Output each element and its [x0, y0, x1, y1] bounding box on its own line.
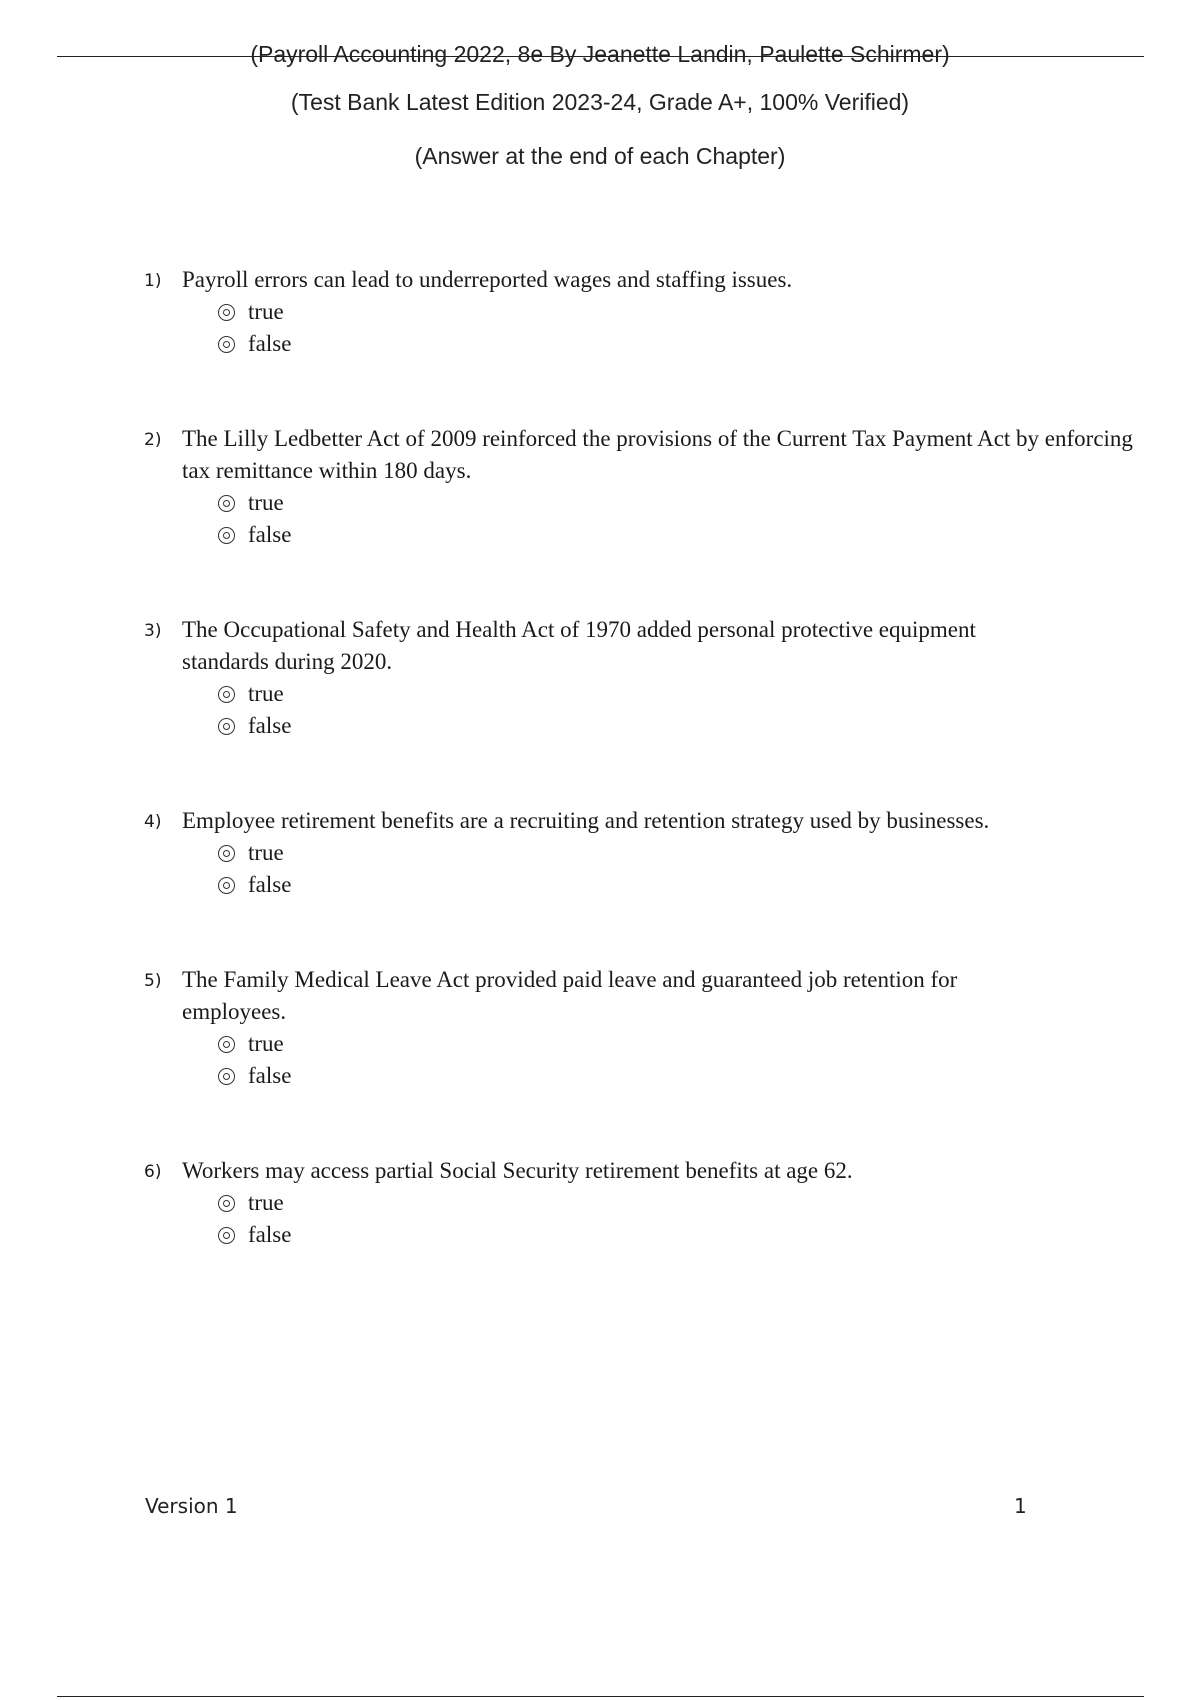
question-text: The Family Medical Leave Act provided paid leave and guaranteed job retention for employees.: [182, 967, 958, 1024]
radio-icon[interactable]: [218, 1227, 235, 1244]
radio-icon[interactable]: [218, 336, 235, 353]
radio-icon[interactable]: [218, 495, 235, 512]
option-false[interactable]: [218, 519, 1104, 551]
question-number: 3): [144, 621, 162, 641]
option-label: true: [248, 840, 284, 865]
radio-icon[interactable]: [218, 1036, 235, 1053]
option-false[interactable]: [218, 1219, 1104, 1251]
question-text: Payroll errors can lead to underreported wages and staffing issues.: [182, 267, 793, 292]
option-label: true: [248, 1031, 284, 1056]
option-false[interactable]: [218, 710, 1104, 742]
question-number: 4): [144, 812, 162, 832]
option-false[interactable]: [218, 1060, 1104, 1092]
option-label: false: [248, 331, 292, 356]
document-subtitle: (Test Bank Latest Edition 2023-24, Grade A+, 100% Verified): [290, 89, 910, 115]
option-false[interactable]: [218, 869, 1104, 901]
option-true[interactable]: [218, 487, 1104, 519]
option-label: false: [248, 1063, 292, 1088]
radio-icon[interactable]: [218, 845, 235, 862]
radio-icon[interactable]: [218, 718, 235, 735]
document-title: (Payroll Accounting 2022, 8e By Jeanette Landin, Paulette Schirmer): [250, 41, 950, 67]
question-number: 6): [144, 1162, 162, 1182]
question-number: 1): [144, 271, 162, 291]
page-number: 1: [1014, 1494, 1027, 1518]
question-text: Employee retirement benefits are a recruiting and retention strategy used by businesses.: [182, 808, 990, 833]
radio-icon[interactable]: [218, 1195, 235, 1212]
radio-icon[interactable]: [218, 877, 235, 894]
question-1: [144, 264, 1104, 360]
question-5: [144, 964, 1104, 1092]
option-true[interactable]: [218, 1028, 1104, 1060]
question-4: [144, 805, 1104, 901]
option-label: false: [248, 872, 292, 897]
radio-icon[interactable]: [218, 686, 235, 703]
question-2: [144, 423, 1133, 551]
radio-icon[interactable]: [218, 527, 235, 544]
footer-version: Version 1: [145, 1494, 238, 1518]
question-3: [144, 614, 1104, 742]
option-true[interactable]: [218, 1187, 1104, 1219]
option-label: false: [248, 713, 292, 738]
option-false[interactable]: [218, 328, 1104, 360]
option-label: true: [248, 1190, 284, 1215]
option-true[interactable]: [218, 837, 1104, 869]
option-label: true: [248, 299, 284, 324]
question-text: The Occupational Safety and Health Act of 1970 added personal protective equipment standards during 2020.: [182, 617, 976, 674]
option-label: false: [248, 522, 292, 547]
option-true[interactable]: [218, 678, 1104, 710]
option-label: true: [248, 490, 284, 515]
option-true[interactable]: [218, 296, 1104, 328]
option-label: true: [248, 681, 284, 706]
radio-icon[interactable]: [218, 1068, 235, 1085]
footer-rule: [57, 1696, 1144, 1697]
question-text: The Lilly Ledbetter Act of 2009 reinforced the provisions of the Current Tax Payment Act by enforcing tax remittance within 180 days.: [182, 426, 1133, 483]
question-6: [144, 1155, 1104, 1251]
option-label: false: [248, 1222, 292, 1247]
radio-icon[interactable]: [218, 304, 235, 321]
question-number: 5): [144, 971, 162, 991]
question-number: 2): [144, 430, 162, 450]
question-text: Workers may access partial Social Security retirement benefits at age 62.: [182, 1158, 853, 1183]
question-list: [144, 264, 1133, 1251]
answer-note: (Answer at the end of each Chapter): [414, 143, 786, 169]
